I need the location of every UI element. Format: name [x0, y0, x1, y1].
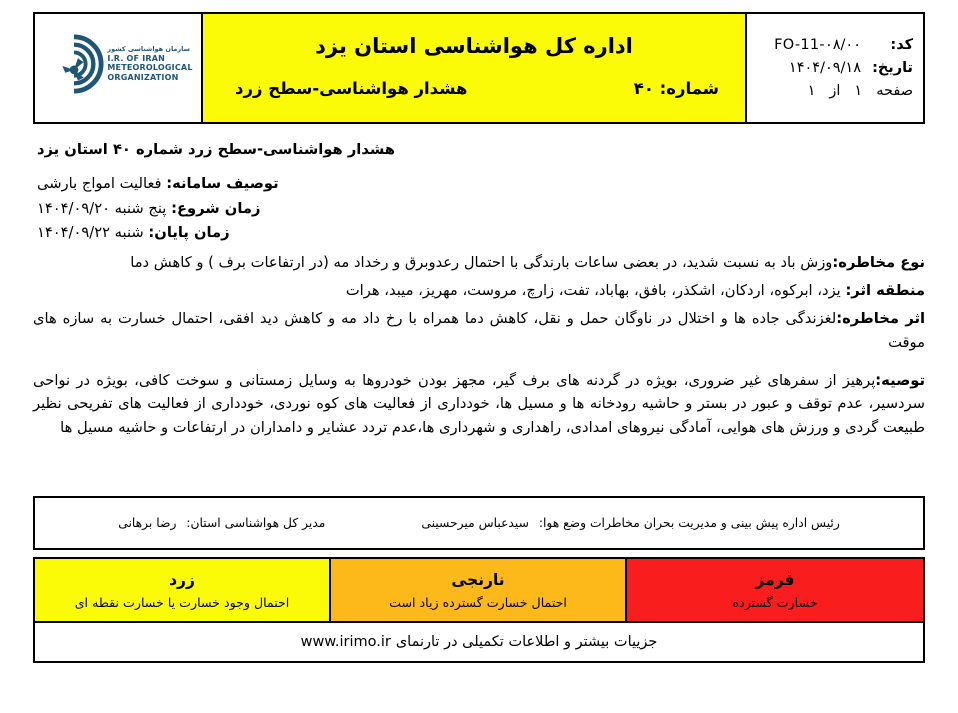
page-label: صفحه: [876, 83, 913, 99]
director-name: رضا برهانی: [118, 516, 177, 530]
warning-level-subtitle: هشدار هواشناسی-سطح زرد: [235, 79, 468, 99]
advice-label: توصیه:: [875, 371, 925, 389]
signature-row: [33, 496, 925, 550]
document-body: [33, 138, 925, 440]
legend-name-red: قرمز: [755, 570, 795, 589]
document-date-value: ۱۴۰۴/۰۹/۱۸: [788, 60, 861, 76]
header-logo-block: [35, 14, 203, 122]
document-code-row: [755, 37, 913, 53]
advice-value: پرهیز از سفرهای غیر ضروری، بویژه در گردنه های برف گیر، مجهز بودن خودروها به وسایل زمستانی و سوخت کافی، بویژه در نواحی سردسیر، عدم توقف و عبور در بستر و حاشیه رودخانه ها و مسیل ها، خودداری از فعالیت های کوه نوردی، خودداری از فعالیت های تفریحی نظیر طبیعت گردی و ورزش های هوایی، آمادگی نیروهای امدادی، راهداری و شهرداری ها،عدم تردد عشایر و دامداران در ارتفاعات و حاشیه مسیل ها: [33, 371, 925, 437]
hazard-type-paragraph: [33, 251, 925, 275]
legend-cell-yellow: [35, 559, 331, 621]
legend-name-orange: نارنجی: [451, 570, 505, 589]
document-date-row: [755, 60, 913, 76]
start-time-line: [33, 197, 925, 221]
logo-text-block: [107, 46, 192, 82]
document-code-value: FO-11-۰۸/۰۰: [774, 37, 861, 53]
end-time-line: [33, 221, 925, 245]
logo-persian-line: سازمان هواشناسی کشور: [107, 45, 190, 54]
hazard-impact-paragraph: [33, 307, 925, 355]
imo-logo: [43, 33, 192, 95]
forecast-chief-signature: [421, 516, 839, 530]
document-code-label: کد:: [890, 37, 913, 53]
legend-desc-yellow: احتمال وجود خسارت یا خسارت نقطه ای: [74, 594, 290, 610]
legend-desc-red: خسارت گسترده: [732, 594, 818, 610]
organization-title: اداره کل هواشناسی استان یزد: [315, 33, 633, 58]
warning-heading: هشدار هواشناسی-سطح زرد شماره ۴۰ استان یزد: [37, 141, 395, 158]
affected-region-label: منطقه اثر:: [845, 282, 925, 300]
page-number-row: [755, 83, 913, 99]
warning-number-label: شماره:: [659, 79, 719, 99]
spiral-anemometer-icon: [43, 33, 105, 95]
director-label: مدیر کل هواشناسی استان:: [186, 516, 326, 530]
legend-desc-orange: احتمال خسارت گسترده زیاد است: [389, 594, 567, 610]
forecast-chief-name: سیدعباس میرحسینی: [421, 516, 529, 530]
footer-text: جزییات بیشتر و اطلاعات تکمیلی در تارنمای: [395, 634, 658, 650]
severity-legend: [33, 557, 925, 623]
hazard-type-label: نوع مخاطره:: [832, 254, 925, 272]
document-footer: [33, 623, 925, 663]
page-current: ۱: [854, 83, 863, 99]
irimo-website-link[interactable]: www.irimo.ir: [300, 634, 391, 650]
document-header: [33, 12, 925, 124]
director-signature: [118, 516, 325, 530]
affected-region-value: یزد، ابرکوه، اردکان، اشکذر، بافق، بهاباد، تفت، زارچ، مروست، مهریز، میبد، هرات: [345, 282, 841, 300]
page-of-label: از: [829, 83, 841, 99]
affected-region-paragraph: [33, 279, 925, 303]
hazard-type-value: وزش باد به نسبت شدید، در بعضی ساعات بارندگی با احتمال رعدوبرق و رخداد مه (در ارتفاعات برف ) و کاهش دما: [130, 254, 833, 272]
legend-name-yellow: زرد: [169, 570, 195, 589]
forecast-chief-label: رئیس اداره پیش بینی و مدیریت بحران مخاطرات وضع هوا:: [538, 516, 840, 530]
system-description-label: توصیف سامانه:: [166, 174, 279, 192]
end-time-value: شنبه ۱۴۰۴/۰۹/۲۲: [37, 224, 144, 242]
start-time-label: زمان شروع:: [171, 199, 261, 217]
logo-english-line-2: METEOROLOGICAL: [107, 63, 193, 73]
logo-english-line-3: ORGANIZATION: [107, 72, 179, 82]
page-total: ۱: [807, 83, 816, 99]
document-date-label: تاریخ:: [872, 60, 913, 76]
end-time-label: زمان پایان:: [148, 224, 230, 242]
header-subtitle-row: [225, 79, 723, 98]
warning-number-value: ۴۰: [633, 79, 654, 99]
system-description-value: فعالیت امواج بارشی: [37, 174, 162, 192]
legend-cell-red: [627, 559, 923, 621]
advice-paragraph: [33, 369, 925, 440]
start-time-value: پنج شنبه ۱۴۰۴/۰۹/۲۰: [37, 199, 167, 217]
hazard-impact-value: لغزندگی جاده ها و اختلال در ناوگان حمل و نقل، کاهش دما همراه با رخ داد مه و کاهش دید افقی، احتمال خسارت به سازه های موقت: [33, 309, 925, 351]
logo-english-line-1: I.R. OF IRAN: [107, 53, 166, 63]
legend-cell-orange: [331, 559, 627, 621]
warning-number-group: [634, 79, 719, 98]
header-meta-block: [745, 14, 923, 122]
system-description-line: [33, 172, 925, 196]
header-title-band: [203, 14, 745, 122]
hazard-impact-label: اثر مخاطره:: [836, 309, 926, 327]
